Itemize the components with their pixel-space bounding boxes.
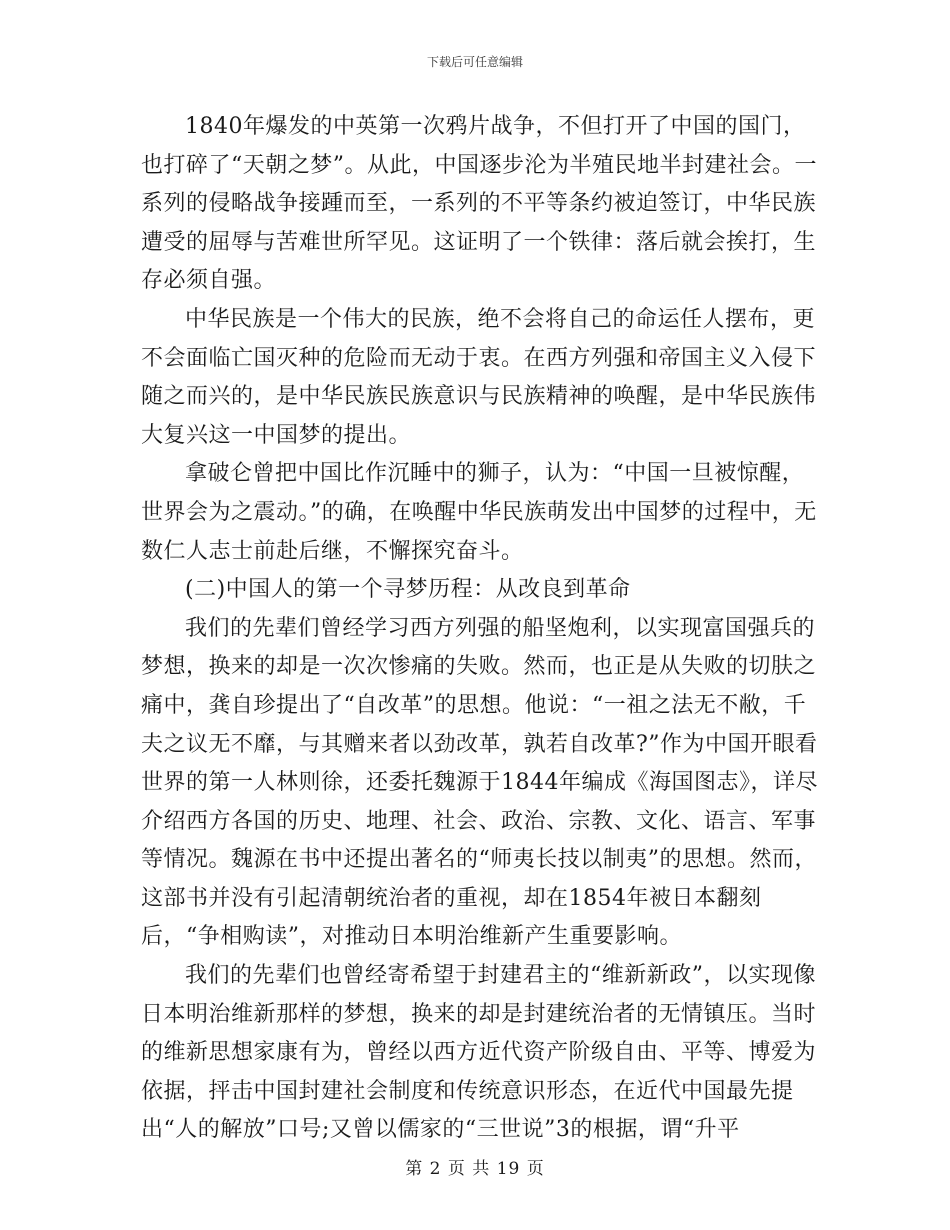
paragraph-chinese-nation: 中华民族是一个伟大的民族，绝不会将自己的命运任人摆布，更不会面临亡国灭种的危险而无动于衷。在西方列强和帝国主义入侵下随之而兴的，是中华民族民族意识与民族精神的唤醒，是中华民族伟大复兴这一中国梦的提出。 [141,306,817,448]
paragraph-reform-movement: 我们的先辈们也曾经寄希望于封建君主的“维新新政”，以实现像日本明治维新那样的梦想，换来的却是封建统治者的无情镇压。当时的维新思想家康有为，曾经以西方近代资产阶级自由、平等、博爱为依据，抨击中国封建社会制度和传统意识形态，在近代中国最先提出“人的解放”口号;又曾以儒家的“三世说”3的根据，谓“升平 [141,963,817,1143]
paragraph-western-learning: 我们的先辈们曾经学习西方列强的船坚炮利，以实现富国强兵的梦想，换来的却是一次次惨痛的失败。然而，也正是从失败的切肤之痛中，龚自珍提出了“自改革”的思想。他说：“一祖之法无不敝，千夫之议无不靡，与其赠来者以劲改革，孰若自改革?”作为中国开眼看世界的第一人林则徐，还委托魏源于1844年编成《海国图志》，详尽介绍西方各国的历史、地理、社会、政治、宗教、文化、语言、军事等情况。魏源在书中还提出著名的“师夷长技以制夷”的思想。然而，这部书并没有引起清朝统治者的重视，却在1854年被日本翻刻后，“争相购读”，对推动日本明治维新产生重要影响。 [141,615,818,950]
page-header: 下载后可任意编辑 [426,55,523,69]
section-heading: (二)中国人的第一个寻梦历程：从改良到革命 [185,577,631,603]
paragraph-napoleon: 拿破仑曾把中国比作沉睡中的狮子，认为：“中国一旦被惊醒，世界会为之震动。”的确，在唤醒中华民族萌发出中国梦的过程中，无数仁人志士前赴后继，不懈探究奋斗。 [141,461,817,564]
document-body [141,108,821,1150]
page-footer: 第 2 页 共 19 页 [405,1159,545,1179]
paragraph-opium-war: 1840年爆发的中英第一次鸦片战争，不但打开了中国的国门，也打碎了“天朝之梦”。从此，中国逐步沦为半殖民地半封建社会。一系列的侵略战争接踵而至，一系列的不平等条约被迫签订，中华民族遭受的屈辱与苦难世所罕见。这证明了一个铁律：落后就会挨打，生存必须自强。 [141,114,817,294]
